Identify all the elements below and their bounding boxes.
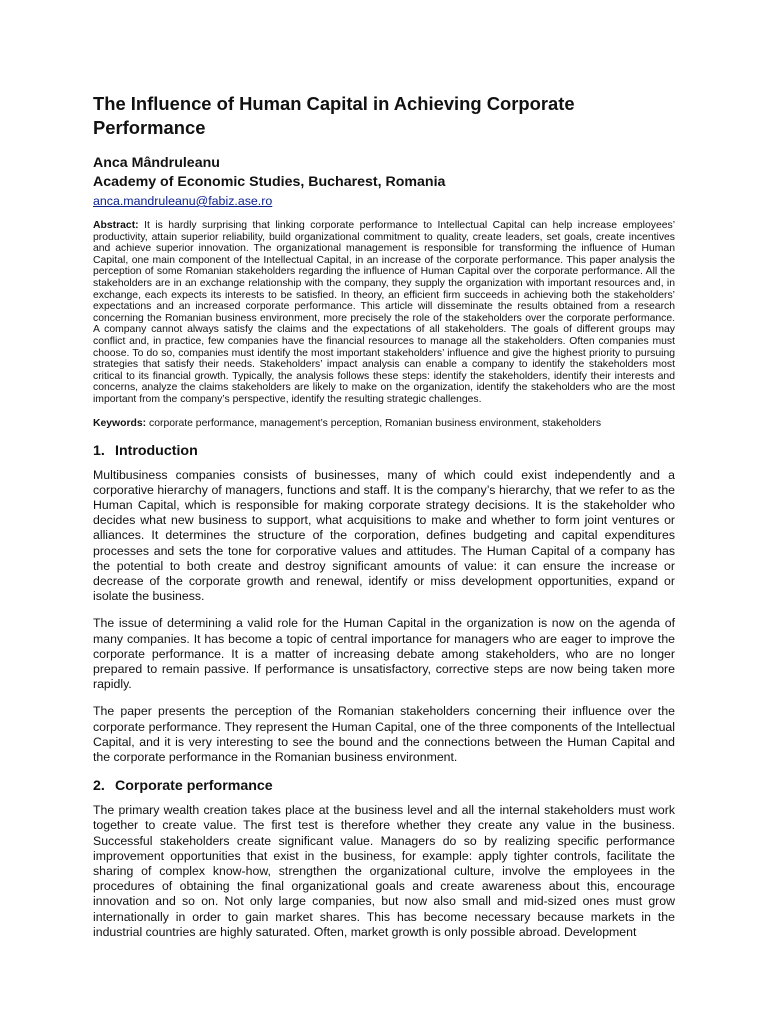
paragraph: The primary wealth creation takes place at the business level and all the internal stakeholders must work together to create value. The first test is therefore whether they create any value in the business. Successful stakeholders create significant value. Managers do so by realizing specific performance improvement opportunities that exist in the business, for example: apply tighter controls, facilitate the sharing of complex know-how, strengthen the organizational culture, involve the employees in the procedures of obtaining the final organizational goals and create awareness about this, encourage innovation and so on. Not only large companies, but now also small and mid-sized ones must grow internationally in order to gain market shares. This has become necessary because markets in the industrial countries are highly saturated. Often, market growth is only possible abroad. Development [93, 803, 675, 939]
paragraph: The paper presents the perception of the Romanian stakeholders concerning their influence over the corporate performance. They represent the Human Capital, one of the three components of the Intellectual Capital, and it is very interesting to see the bound and the connections between the Human Capital and the corporate performance in the Romanian business environment. [93, 704, 675, 764]
section-heading-introduction [93, 442, 675, 460]
keywords [93, 418, 675, 430]
abstract [93, 220, 675, 406]
paragraph: Multibusiness companies consists of businesses, many of which could exist independently and a corporative hierarchy of managers, functions and staff. It is the company’s hierarchy, that we refer to as the Human Capital, which is responsible for making corporate strategy decisions. It is the stakeholder who decides what new business to support, what acquisitions to make and whether to form joint ventures or alliances. It determines the structure of the corporation, defines budgeting and capital expenditures processes and sets the tone for corporative values and attitudes. The Human Capital of a company has the potential to both create and destroy significant amounts of value: it can ensure the increase or decrease of the corporate growth and renewal, identify or miss development opportunities, expand or isolate the business. [93, 467, 675, 604]
paper-title: The Influence of Human Capital in Achieving Corporate Performance [93, 93, 575, 138]
keywords-label: Keywords: [93, 417, 147, 429]
author-affiliation: Academy of Economic Studies, Bucharest, Romania [93, 174, 446, 190]
section-number: 1. [93, 442, 105, 459]
paragraph: The issue of determining a valid role for the Human Capital in the organization is now on the agenda of many companies. It has become a topic of central importance for managers who are eager to improve the corporate performance. It is a matter of increasing debate among stakeholders, who are no longer prepared to remain passive. If performance is unsatisfactory, corrective steps are now being taken more rapidly. [93, 616, 675, 692]
section-title: Introduction [115, 442, 198, 459]
section-number: 2. [93, 778, 105, 795]
abstract-label: Abstract: [93, 220, 139, 231]
keywords-text: corporate performance, management’s perception, Romanian business environment, stakeholders [149, 417, 602, 429]
abstract-text: It is hardly surprising that linking corporate performance to Intellectual Capital can help increase employees’ productivity, attain superior reliability, build organizational commitment to quality, create leaders, set goals, create incentives and achieve superior innovation. The organizational management is responsible for transforming the influence of Human Capital, one main component of the Intellectual Capital, in an increase of the corporate performance. This paper analysis the perception of some Romanian stakeholders regarding the influence of Human Capital over the corporate performance. All the stakeholders are in an exchange relationship with the company, they supply the organization with important resources and, in exchange, each expects its interests to be satisfied. In theory, an efficient firm succeeds in achieving both the stakeholders’ expectations and an increased corporate performance. This article will disseminate the results obtained from a research concerning the Romanian business environment, more precisely the role of the stakeholders over the corporate performance. A company cannot always satisfy the claims and the expectations of all stakeholders. The goals of different groups may conflict and, in practice, few companies have the financial resources to manage all the stakeholders. Often companies must choose. To do so, companies must identify the most important stakeholders’ influence and give the highest priority to pursuing strategies that satisfy their needs. Stakeholders’ impact analysis can enable a company to identify the stakeholders most critical to its financial growth. Typically, the analysis follows these steps: identify the stakeholders, identify their interests and concerns, analyze the claims stakeholders are likely to make on the organization, identify the stakeholders who are the most important from the company’s perspective, identify the resulting strategic challenges. [93, 220, 676, 405]
section-title: Corporate performance [115, 778, 273, 795]
author-email-link[interactable]: anca.mandruleanu@fabiz.ase.ro [93, 194, 273, 208]
section-heading-corporate-performance [93, 777, 675, 795]
author-name: Anca Mândruleanu [93, 155, 220, 171]
